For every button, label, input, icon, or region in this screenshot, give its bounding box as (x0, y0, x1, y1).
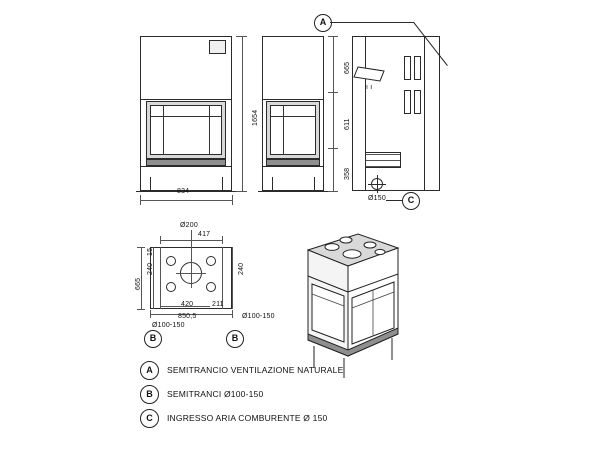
section-view-mark-dots: ı ı (366, 84, 373, 91)
plan-outlet-circle-tl (166, 256, 176, 266)
plan-dim-850-tick-r (232, 310, 233, 318)
side-view-glass-mullion-v (283, 105, 284, 155)
front-dim-width-line (140, 200, 232, 201)
section-view-duct-b (414, 56, 421, 80)
plan-dim-d100-150-left-label: Ø100-150 (152, 322, 185, 329)
side-dim-bottom-label: 358 (344, 167, 351, 180)
semitrancio-plate-shape (352, 65, 386, 83)
section-view-duct-d (414, 90, 421, 114)
iso-view (280, 228, 410, 378)
section-view-duct-a (404, 56, 411, 80)
side-dim-tick-2 (328, 92, 338, 93)
front-view-top-box (209, 40, 226, 54)
front-dim-width-label: 834 (177, 188, 190, 195)
front-dim-height-label: 1654 (252, 109, 259, 126)
plan-dim-665-label: 665 (135, 277, 142, 290)
plan-dim-d200-label: Ø200 (180, 222, 198, 229)
legend-text-b: SEMITRANCI Ø100-150 (167, 389, 264, 399)
section-view-grill (365, 152, 401, 168)
legend-badge-b: B (140, 385, 159, 404)
front-dim-height-tick-bottom (236, 191, 247, 192)
plan-dim-left2-line (153, 247, 154, 309)
plan-dim-d100-150-right-label: Ø100-150 (242, 313, 275, 320)
legend-badge-c: C (140, 409, 159, 428)
side-view-leg-left (272, 177, 273, 191)
plan-view-inner-right (222, 247, 223, 309)
plan-dim-850-tick-l (150, 310, 151, 318)
front-view-leg-right (222, 177, 223, 191)
plan-dim-420-label: 420 (181, 301, 194, 308)
callout-a-leader-horizontal (330, 22, 414, 23)
side-view-ground-line (258, 191, 328, 192)
air-inlet-center-v (377, 175, 378, 193)
front-view-glass (150, 105, 222, 155)
air-inlet-label: Ø150 (368, 195, 386, 202)
plan-dim-240-label: 240 (147, 262, 154, 275)
side-dim-tick-1 (328, 36, 338, 37)
plan-dim-417-label: 417 (198, 231, 211, 238)
front-view-hearth-band (146, 159, 226, 166)
side-dim-line (333, 36, 334, 191)
side-view-upper-section (262, 36, 324, 100)
front-dim-height-line (242, 36, 243, 191)
legend-row (140, 358, 343, 382)
plan-outlet-circle-bl (166, 282, 176, 292)
plan-dim-850-label: 850,5 (178, 313, 197, 320)
legend-row (140, 382, 343, 406)
callout-a-top: A (314, 14, 332, 32)
plan-dim-417-line (160, 240, 222, 241)
plan-dim-211-label: 211 (212, 301, 224, 308)
side-view-glass-mullion-h (270, 116, 316, 117)
front-view-glass-mullion-v2 (209, 105, 210, 155)
section-view-duct-c (404, 90, 411, 114)
legend-row (140, 406, 343, 430)
side-view-leg-right (314, 177, 315, 191)
callout-c: C (402, 192, 420, 210)
callout-b-left: B (144, 330, 162, 348)
legend (140, 358, 343, 430)
plan-dim-417-tick-r (222, 236, 223, 244)
front-view-glass-mullion-h (150, 116, 222, 117)
plan-view-inner-left (160, 247, 161, 309)
side-view-glass (270, 105, 316, 155)
side-dim-tick-4 (328, 191, 338, 192)
plan-dim-240b-label: 240 (238, 262, 245, 275)
callout-b-right: B (226, 330, 244, 348)
plan-dim-15-label: 15 (147, 247, 154, 256)
front-dim-width-tick-right (232, 195, 233, 205)
plan-dim-right-line (232, 247, 233, 309)
front-dim-width-tick-left (140, 195, 141, 205)
side-view-hearth-band (266, 159, 320, 166)
plan-dim-d200-leader (191, 230, 192, 258)
plan-outlet-circle-tr (206, 256, 216, 266)
plan-outlet-circle-br (206, 282, 216, 292)
plan-center-v (191, 258, 192, 288)
plan-dim-left-tick-2 (137, 309, 145, 310)
side-dim-top-label: 665 (344, 61, 351, 74)
front-dim-height-tick-top (236, 36, 247, 37)
legend-text-a: SEMITRANCIO VENTILAZIONE NATURALE (167, 365, 344, 375)
side-dim-tick-3 (328, 148, 338, 149)
section-view-inner-wall-right (424, 36, 425, 191)
legend-badge-a: A (140, 361, 159, 380)
plan-dim-left-tick-1 (137, 247, 145, 248)
front-view-glass-mullion-v1 (163, 105, 164, 155)
callout-c-leader (386, 200, 402, 201)
plan-dim-417-tick-l (160, 236, 161, 244)
front-view-leg-left (150, 177, 151, 191)
side-dim-mid-label: 611 (344, 118, 351, 130)
legend-text-c: INGRESSO ARIA COMBURENTE Ø 150 (167, 413, 328, 423)
